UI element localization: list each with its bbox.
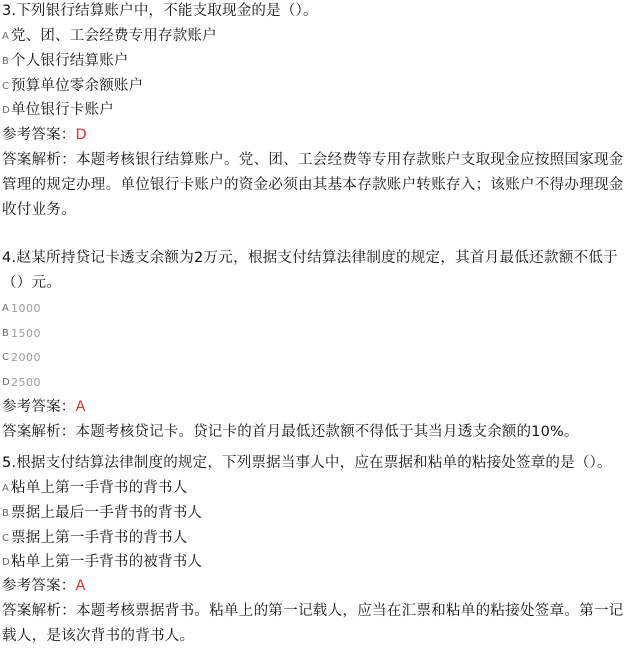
- question-5-title: 5.根据支付结算法律制度的规定，下列票据当事人中，应在票据和粘单的粘接处签章的是（）。: [2, 455, 612, 471]
- question-3-title: 3.下列银行结算账户中，不能支取现金的是（）。: [2, 3, 318, 19]
- option-text: 2500: [11, 376, 41, 389]
- question-3-answer: [2, 125, 630, 145]
- option-text: 票据上第一手背书的背书人: [11, 530, 188, 546]
- question-3-option-d[interactable]: [2, 100, 630, 120]
- question-5-option-a[interactable]: [2, 478, 630, 498]
- question-4-option-d[interactable]: [2, 372, 630, 392]
- option-letter: D: [2, 557, 10, 568]
- option-letter: D: [2, 105, 10, 116]
- option-letter: C: [2, 533, 10, 544]
- question-5-option-c[interactable]: [2, 528, 630, 548]
- answer-label: 参考答案：: [2, 399, 76, 415]
- question-4-explanation: 答案解析：本题考核贷记卡。贷记卡的首月最低还款额不得低于其当月透支余额的10%。: [2, 424, 579, 440]
- option-text: 1500: [11, 327, 41, 340]
- question-5-option-d[interactable]: [2, 552, 630, 572]
- question-4-title: 4.赵某所持贷记卡透支余额为2万元，根据支付结算法律制度的规定，其首月最低还款额不低于（）元。: [2, 250, 618, 291]
- option-text: 粘单上第一手背书的被背书人: [11, 554, 203, 570]
- question-4-option-b[interactable]: [2, 323, 630, 343]
- option-letter: C: [2, 81, 10, 92]
- option-text: 个人银行结算账户: [11, 53, 129, 69]
- answer-value: D: [75, 127, 87, 143]
- option-text: 党、团、工会经费专用存款账户: [11, 28, 217, 44]
- option-letter: A: [2, 31, 10, 42]
- option-letter: D: [2, 377, 10, 388]
- question-5-answer: [2, 576, 630, 596]
- option-text: 预算单位零余额账户: [11, 78, 144, 94]
- option-letter: A: [2, 483, 10, 494]
- question-4-option-c[interactable]: [2, 347, 630, 367]
- question-5-explanation: 答案解析：本题考核票据背书。粘单上的第一记载人，应当在汇票和粘单的粘接处签章。第一记载人，是该次背书的背书人。: [2, 603, 624, 644]
- option-text: 票据上最后一手背书的背书人: [11, 505, 203, 521]
- answer-label: 参考答案：: [2, 127, 76, 143]
- option-letter: B: [2, 508, 10, 519]
- option-text: 2000: [11, 351, 41, 364]
- question-3-option-b[interactable]: [2, 51, 630, 71]
- answer-label: 参考答案：: [2, 578, 76, 594]
- question-3-explanation: 答案解析：本题考核银行结算账户。党、团、工会经费等专用存款账户支取现金应按照国家现金管理的规定办理。单位银行卡账户的资金必须由其基本存款账户转账存入；该账户不得办理现金收付业务。: [2, 152, 624, 218]
- question-5-option-b[interactable]: [2, 503, 630, 523]
- answer-value: A: [75, 399, 86, 415]
- option-letter: B: [2, 328, 10, 339]
- question-4-answer: [2, 397, 630, 417]
- option-letter: B: [2, 56, 10, 67]
- option-text: 粘单上第一手背书的背书人: [11, 480, 188, 496]
- question-4-option-a[interactable]: [2, 298, 630, 318]
- option-letter: A: [2, 303, 10, 314]
- question-3-option-a[interactable]: [2, 26, 630, 46]
- option-letter: C: [2, 352, 10, 363]
- question-3-option-c[interactable]: [2, 76, 630, 96]
- answer-value: A: [75, 578, 86, 594]
- option-text: 单位银行卡账户: [11, 102, 114, 118]
- option-text: 1000: [11, 302, 41, 315]
